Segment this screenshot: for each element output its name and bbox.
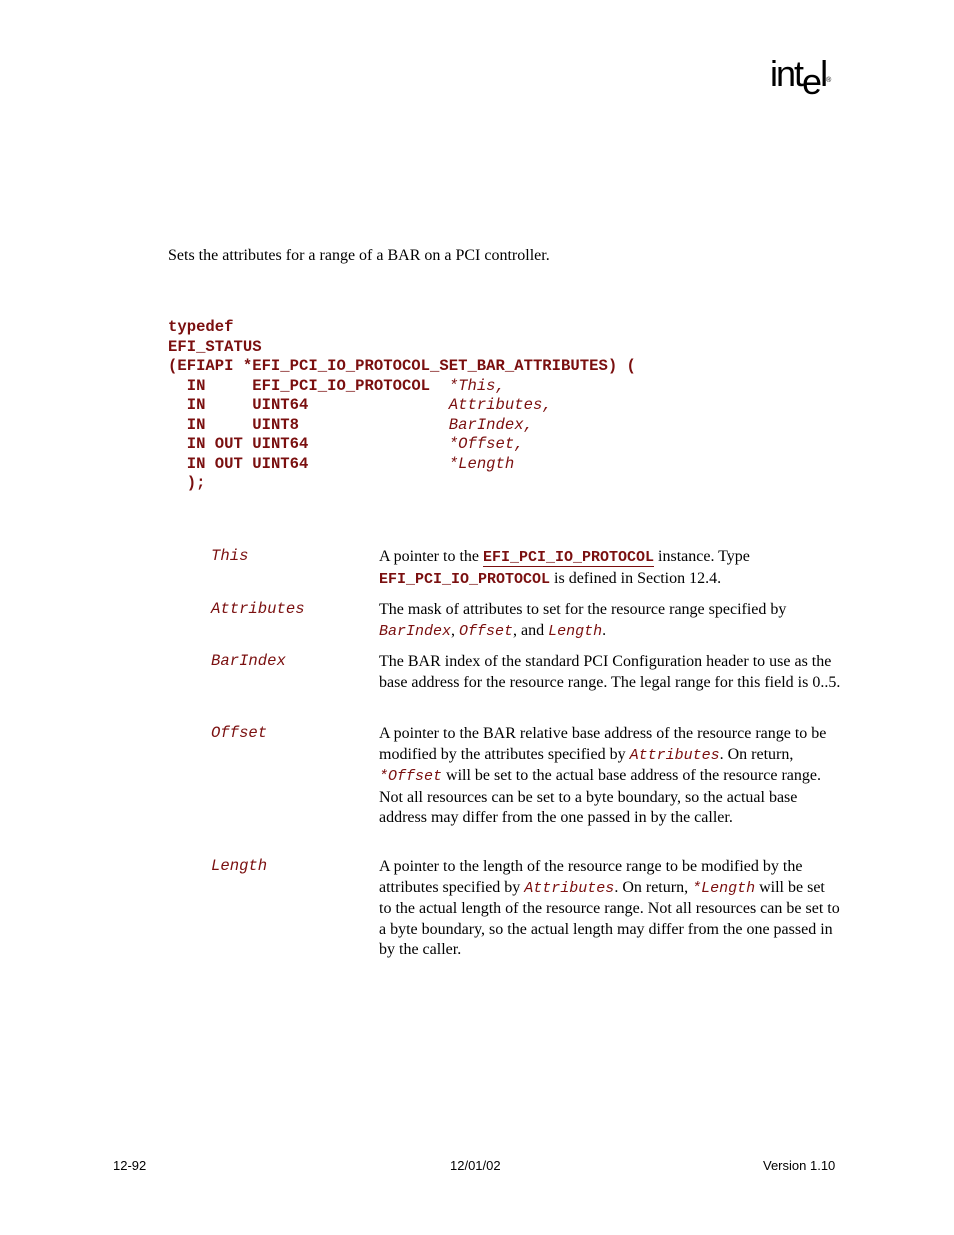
- param-desc-offset: [379, 724, 841, 829]
- desc-text: is defined in Section 12.4.: [550, 569, 722, 587]
- footer-version: Version 1.10: [763, 1158, 836, 1173]
- param-desc-attributes: [379, 600, 841, 642]
- param-reference: BarIndex: [379, 622, 452, 640]
- param-name-attributes: Attributes: [211, 600, 305, 618]
- desc-text: . On return,: [719, 745, 794, 763]
- desc-text: instance. Type: [654, 548, 750, 565]
- param-name-barindex: BarIndex: [211, 652, 286, 670]
- code-line-typedef: typedef: [168, 318, 234, 336]
- intel-logo: [770, 53, 832, 102]
- desc-text: .: [602, 621, 607, 639]
- desc-text: ,: [451, 621, 460, 639]
- logo-text-b: e: [802, 61, 821, 102]
- footer-page-number: 12-92: [113, 1158, 147, 1173]
- param-reference: Attributes: [629, 746, 720, 764]
- param-desc-this: [379, 547, 841, 590]
- param-reference: Length: [548, 622, 603, 640]
- desc-text: A pointer to the BAR relative base address of the resource range to be modified by the attributes specified by: [379, 725, 827, 763]
- code-param-dir: IN: [168, 415, 253, 434]
- logo-text-a: int: [770, 53, 803, 94]
- code-line-function: (EFIAPI *EFI_PCI_IO_PROTOCOL_SET_BAR_ATTRIBUTES) (: [168, 357, 636, 375]
- code-param-type: UINT64: [252, 454, 449, 473]
- param-name-length: Length: [211, 857, 268, 875]
- type-reference: EFI_PCI_IO_PROTOCOL: [379, 570, 551, 588]
- code-param-dir: IN OUT: [168, 454, 253, 473]
- code-param-type: UINT64: [252, 396, 449, 414]
- desc-text: will be set to the actual length of the resource range. Not all resources can be set to a byte boundary, so the actual length may differ from the one passed in by the caller.: [379, 878, 840, 959]
- code-param-name: *Offset,: [448, 435, 524, 453]
- code-line-close: );: [168, 474, 206, 492]
- code-param-name: *This,: [448, 376, 505, 395]
- desc-text: . On return,: [614, 878, 693, 896]
- footer-date: 12/01/02: [450, 1158, 501, 1173]
- code-param-type: EFI_PCI_IO_PROTOCOL: [252, 376, 449, 395]
- param-reference: *Offset: [379, 768, 443, 786]
- desc-text: , and: [513, 621, 549, 639]
- summary-text: Sets the attributes for a range of a BAR on a PCI controller.: [168, 247, 550, 264]
- code-param-type: UINT64: [252, 435, 449, 453]
- param-name-offset: Offset: [211, 724, 268, 742]
- param-reference: *Length: [692, 879, 756, 897]
- desc-text: The BAR index of the standard PCI Configuration header to use as the base address for the resource range. The legal range for this field is 0..5.: [379, 653, 841, 691]
- code-param-name: *Length: [448, 454, 515, 473]
- code-param-name: BarIndex,: [448, 415, 533, 434]
- desc-text: A pointer to the: [379, 548, 483, 565]
- prototype-code: [168, 318, 636, 494]
- code-param-name: Attributes,: [448, 396, 552, 414]
- param-reference: Attributes: [524, 879, 615, 897]
- code-param-dir: IN: [168, 376, 253, 395]
- code-param-type: UINT8: [252, 415, 449, 434]
- param-desc-length: [379, 857, 841, 961]
- logo-registered-mark: ®: [826, 77, 832, 84]
- desc-text: A pointer to the length of the resource range to be modified by the attributes specified by: [379, 858, 803, 896]
- logo-text-c: l: [820, 53, 827, 94]
- param-desc-barindex: [379, 652, 841, 693]
- code-param-dir: IN: [168, 396, 253, 414]
- desc-text: will be set to the actual base address of the resource range. Not all resources can be set to a byte boundary, so the actual base address may differ from the one passed in by the caller.: [379, 767, 821, 827]
- param-reference: Offset: [459, 622, 514, 640]
- code-line-return-type: EFI_STATUS: [168, 337, 262, 356]
- param-name-this: This: [211, 547, 249, 565]
- code-param-dir: IN OUT: [168, 435, 253, 453]
- desc-text: The mask of attributes to set for the resource range specified by: [379, 601, 787, 618]
- efi-pci-io-protocol-link[interactable]: EFI_PCI_IO_PROTOCOL: [482, 549, 655, 566]
